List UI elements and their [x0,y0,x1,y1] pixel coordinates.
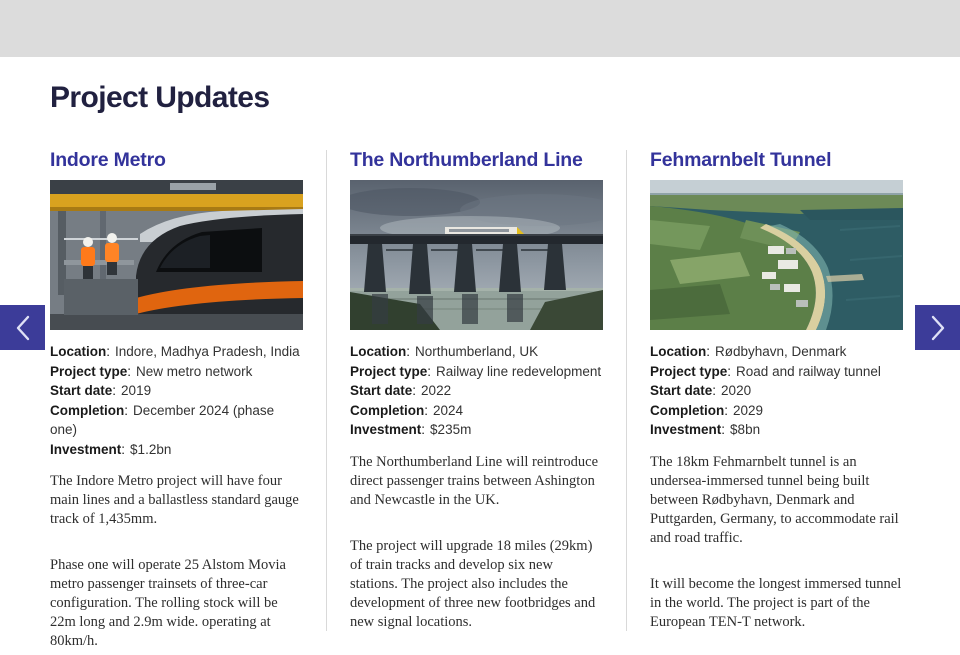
meta-value: $235m [430,422,472,437]
meta-row [350,362,603,382]
meta-separator: : [724,402,729,418]
northumberland-line-photo [350,180,603,330]
card-meta [650,342,903,440]
meta-row [650,362,903,382]
meta-value: Railway line redevelopment [436,363,602,379]
meta-separator: : [721,422,726,437]
meta-separator: : [124,402,129,418]
meta-row [50,362,303,382]
meta-separator: : [712,383,717,398]
meta-separator: : [727,363,732,379]
fehmarnbelt-tunnel-photo [650,180,903,330]
meta-row [650,420,903,440]
chevron-right-icon [930,314,946,342]
meta-label: Completion [50,402,125,418]
meta-row [350,401,603,421]
column-divider [326,150,327,631]
meta-label: Location [650,344,707,359]
top-band [0,0,960,57]
meta-label: Completion [650,402,725,418]
meta-label: Investment [650,422,722,437]
meta-value: 2020 [721,383,752,398]
project-card-northumberland-line [350,148,603,651]
meta-label: Start date [50,383,113,398]
description-paragraph: The 18km Fehmarnbelt tunnel is an undersea-immersed tunnel being built between Rødbyhavn, Denmark and Puttgarden, Germany, to accommodate rail and road traffic. [650,453,899,546]
meta-separator: : [121,441,126,457]
meta-label: Start date [350,383,413,398]
chevron-left-icon [15,314,31,342]
carousel-prev-button[interactable] [0,305,45,350]
card-description [50,472,303,651]
meta-row [650,381,903,401]
meta-row [350,420,603,440]
meta-label: Investment [50,441,122,457]
meta-value: $8bn [730,422,761,437]
meta-label: Investment [350,422,422,437]
meta-value: Rødbyhavn, Denmark [715,344,847,359]
description-paragraph: Phase one will operate 25 Alstom Movia metro passenger trainsets of three-car configuration. The rolling stock will be 22m long and 2.9m wide. operating at 80km/h. [50,557,286,649]
meta-separator: : [106,344,111,359]
meta-separator: : [112,383,117,398]
meta-row [50,342,303,362]
card-title: Fehmarnbelt Tunnel [650,149,832,171]
meta-separator: : [412,383,417,398]
meta-label: Location [350,344,407,359]
project-card-indore-metro [50,148,303,651]
meta-label: Location [50,344,107,359]
meta-row [350,342,603,362]
meta-row [50,401,303,440]
meta-value: 2029 [733,402,764,418]
meta-row [350,381,603,401]
meta-value: $1.2bn [130,441,172,457]
meta-row [50,440,303,460]
meta-value: New metro network [136,363,253,379]
meta-separator: : [406,344,411,359]
page-title: Project Updates [50,81,270,114]
card-title: The Northumberland Line [350,149,583,171]
meta-row [50,381,303,401]
meta-label: Completion [350,402,425,418]
description-paragraph: The project will upgrade 18 miles (29km) of train tracks and develop six new stations. The project also includes the development of three new footbridges and new signal locations. [350,537,596,630]
meta-separator: : [424,402,429,418]
meta-value: 2024 [433,402,464,418]
card-meta [50,342,303,459]
card-description [650,453,903,632]
meta-value: 2022 [421,383,452,398]
meta-value: December 2024 (phase one) [50,402,275,437]
meta-label: Project type [50,363,128,379]
description-paragraph: The Northumberland Line will reintroduce direct passenger trains between Ashington and Newcastle in the UK. [350,453,599,508]
project-cards-row [50,148,910,651]
column-divider [626,150,627,631]
card-title: Indore Metro [50,149,166,171]
meta-separator: : [421,422,426,437]
meta-row [650,342,903,362]
meta-value: Northumberland, UK [415,344,539,359]
meta-separator: : [427,363,432,379]
meta-row [650,401,903,421]
meta-label: Project type [650,363,728,379]
indore-metro-photo [50,180,303,330]
project-card-fehmarnbelt-tunnel [650,148,903,651]
meta-value: 2019 [121,383,152,398]
card-description [350,453,603,632]
card-meta [350,342,603,440]
meta-separator: : [127,363,132,379]
meta-label: Start date [650,383,713,398]
carousel-next-button[interactable] [915,305,960,350]
meta-value: Indore, Madhya Pradesh, India [115,344,300,359]
meta-label: Project type [350,363,428,379]
meta-separator: : [706,344,711,359]
description-paragraph: The Indore Metro project will have four main lines and a ballastless standard gauge track of 1,435mm. [50,473,299,527]
description-paragraph: It will become the longest immersed tunnel in the world. The project is part of the European TEN-T network. [650,575,902,630]
meta-value: Road and railway tunnel [736,363,881,379]
